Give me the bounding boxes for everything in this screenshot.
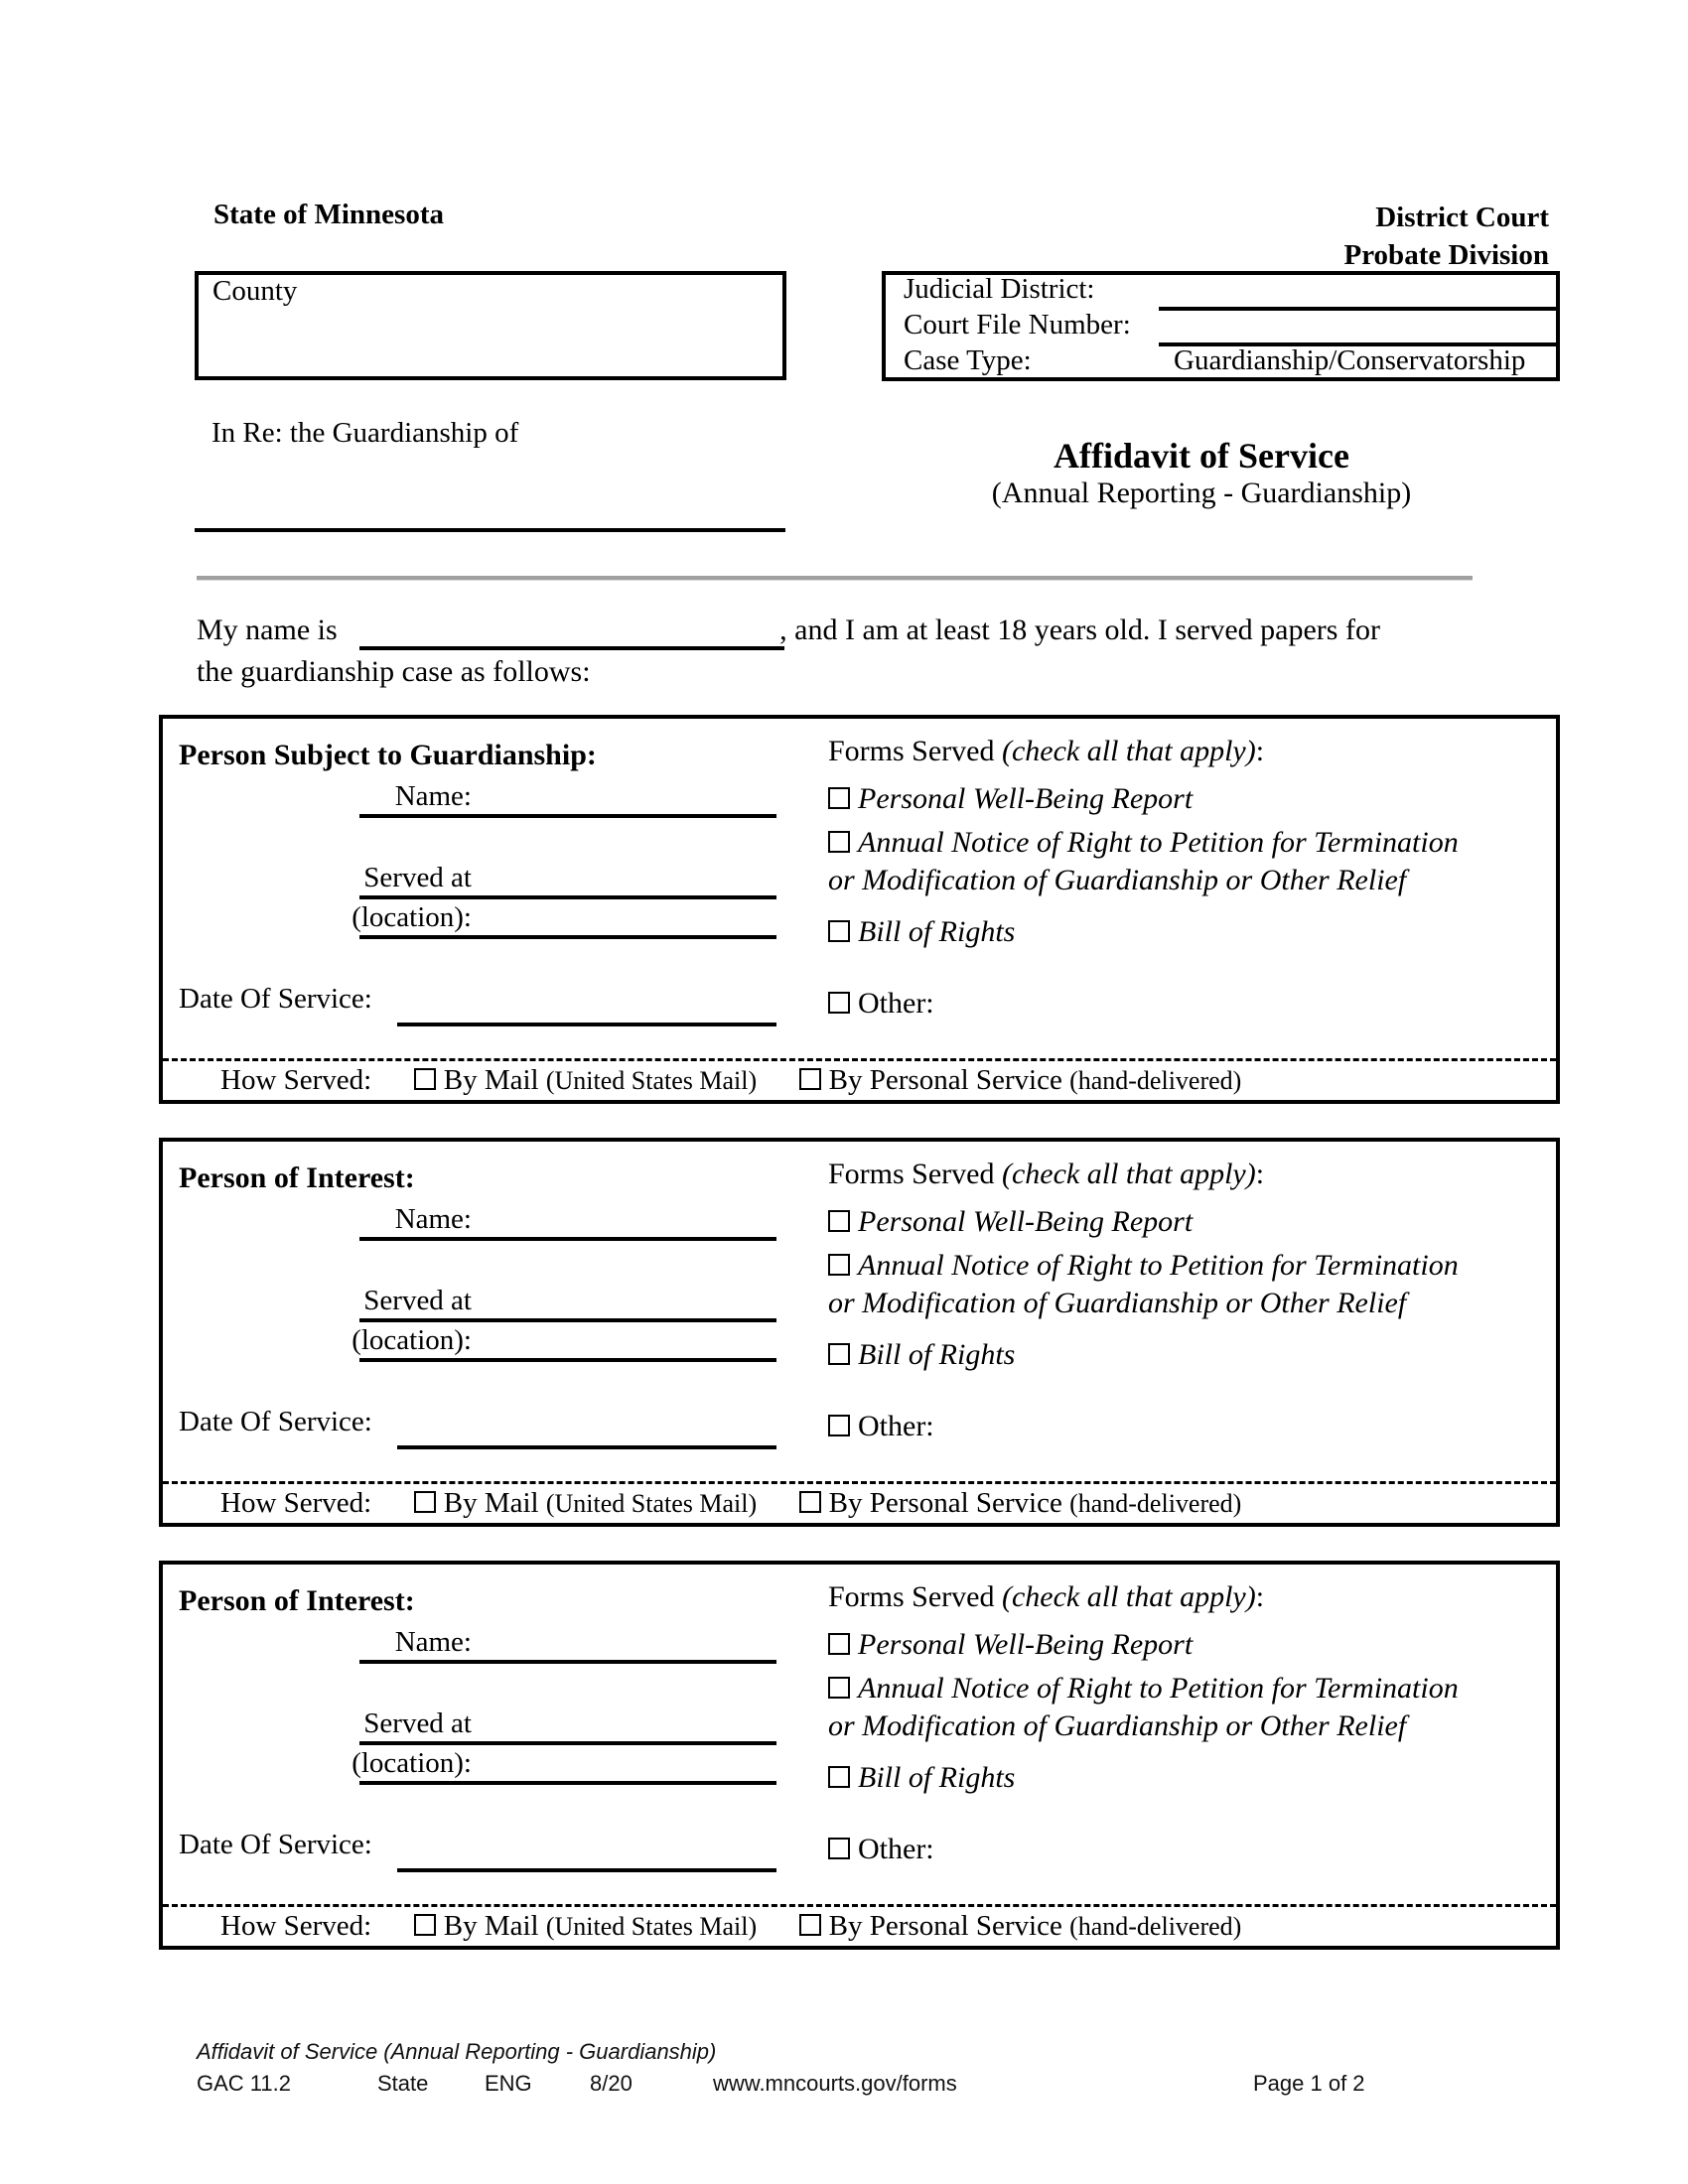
form-option-well-being-report[interactable]: [828, 1626, 1193, 1664]
by-personal-service-label: By Personal Service: [828, 1910, 1062, 1942]
form-option-label: Bill of Rights: [858, 915, 1016, 948]
court-heading: [1344, 199, 1550, 274]
by-mail-option[interactable]: [414, 1487, 757, 1519]
name-input[interactable]: [359, 1237, 776, 1241]
by-mail-label: By Mail: [443, 1064, 539, 1096]
name-label: Name:: [394, 1626, 472, 1658]
section-person-subject: [159, 715, 1560, 1104]
forms-served-heading: [828, 1580, 1264, 1614]
section-title: Person Subject to Guardianship:: [179, 739, 597, 771]
form-option-annual-notice[interactable]: [828, 1247, 1459, 1322]
county-field[interactable]: [195, 271, 786, 380]
checkbox-icon[interactable]: [828, 1415, 850, 1436]
location-label: (location):: [352, 1324, 472, 1356]
by-personal-service-note: (hand-delivered): [1069, 1489, 1242, 1518]
forms-served-heading: [828, 735, 1264, 768]
by-mail-label: By Mail: [443, 1910, 539, 1942]
forms-served-colon: :: [1255, 1580, 1265, 1613]
checkbox-icon[interactable]: [828, 1766, 850, 1788]
by-personal-service-note: (hand-delivered): [1069, 1066, 1242, 1095]
form-option-label: Other:: [858, 987, 934, 1020]
checkbox-icon[interactable]: [828, 1633, 850, 1655]
form-option-label-cont: or Modification of Guardianship or Other Relief: [828, 1287, 1407, 1319]
form-option-label: Personal Well-Being Report: [858, 1205, 1194, 1238]
checkbox-icon[interactable]: [828, 992, 850, 1014]
checkbox-icon[interactable]: [828, 1343, 850, 1365]
form-option-bill-of-rights[interactable]: [828, 913, 1015, 951]
by-mail-label: By Mail: [443, 1487, 539, 1519]
date-of-service-label: Date Of Service:: [179, 983, 372, 1015]
forms-served-label: Forms Served: [828, 735, 995, 767]
name-input[interactable]: [359, 1660, 776, 1664]
judicial-district-label: Judicial District:: [904, 273, 1095, 305]
by-mail-note: (United States Mail): [545, 1912, 758, 1941]
by-personal-service-option[interactable]: [799, 1064, 1242, 1096]
form-option-label: Personal Well-Being Report: [858, 1628, 1194, 1661]
how-served-label: How Served:: [220, 1910, 372, 1942]
section-person-of-interest-1: [159, 1138, 1560, 1527]
form-option-well-being-report[interactable]: [828, 780, 1193, 818]
divider: [197, 576, 1473, 581]
document-subtitle: (Annual Reporting - Guardianship): [991, 477, 1412, 509]
name-label: Name:: [394, 1203, 472, 1235]
checkbox-icon[interactable]: [828, 787, 850, 809]
court-name: District Court: [1375, 202, 1549, 233]
dashed-divider: [163, 1058, 1556, 1061]
form-option-bill-of-rights[interactable]: [828, 1336, 1015, 1374]
date-of-service-input[interactable]: [397, 1868, 776, 1872]
forms-served-label: Forms Served: [828, 1580, 995, 1613]
served-at-input[interactable]: [359, 895, 776, 899]
page-number: Page 1 of 2: [1253, 2071, 1365, 2096]
checkbox-icon[interactable]: [828, 831, 850, 853]
forms-served-label: Forms Served: [828, 1158, 995, 1190]
form-option-label: Annual Notice of Right to Petition for Termination: [858, 826, 1459, 859]
revision: 8/20: [590, 2071, 633, 2096]
forms-served-note: (check all that apply): [1002, 735, 1256, 767]
judicial-district-input[interactable]: [1159, 307, 1556, 311]
how-served-label: How Served:: [220, 1487, 372, 1519]
case-type-label: Case Type:: [904, 344, 1032, 376]
by-personal-service-note: (hand-delivered): [1069, 1912, 1242, 1941]
forms-served-colon: :: [1255, 1158, 1265, 1190]
form-option-label: Other:: [858, 1410, 934, 1442]
date-of-service-label: Date Of Service:: [179, 1406, 372, 1437]
court-division: Probate Division: [1343, 239, 1549, 271]
section-title: Person of Interest:: [179, 1161, 415, 1194]
county-label: County: [212, 275, 298, 307]
checkbox-icon[interactable]: [414, 1914, 436, 1936]
form-option-label: Other:: [858, 1833, 934, 1865]
section-person-of-interest-2: [159, 1561, 1560, 1950]
state-heading: State of Minnesota: [213, 199, 444, 230]
date-of-service-input[interactable]: [397, 1023, 776, 1026]
form-option-other[interactable]: [828, 1408, 934, 1445]
how-served-label: How Served:: [220, 1064, 372, 1096]
checkbox-icon[interactable]: [828, 920, 850, 942]
by-personal-service-label: By Personal Service: [828, 1064, 1062, 1096]
form-option-annual-notice[interactable]: [828, 1670, 1459, 1745]
case-info-box: [882, 271, 1560, 381]
form-option-label: Bill of Rights: [858, 1761, 1016, 1794]
date-of-service-label: Date Of Service:: [179, 1829, 372, 1860]
form-code: GAC 11.2: [197, 2071, 291, 2096]
intro-line-1: [197, 614, 1380, 647]
form-option-annual-notice[interactable]: [828, 824, 1459, 899]
form-option-other[interactable]: [828, 985, 934, 1023]
footer-meta: [197, 2071, 1487, 2101]
how-served-row: [220, 1910, 1241, 1943]
case-type-value: Guardianship/Conservatorship: [1174, 344, 1526, 376]
by-personal-service-option[interactable]: [799, 1487, 1242, 1519]
checkbox-icon[interactable]: [799, 1491, 821, 1513]
section-title: Person of Interest:: [179, 1584, 415, 1617]
checkbox-icon[interactable]: [828, 1254, 850, 1276]
by-mail-option[interactable]: [414, 1064, 757, 1096]
how-served-row: [220, 1064, 1241, 1097]
forms-url-link[interactable]: www.mncourts.gov/forms: [713, 2071, 957, 2096]
how-served-row: [220, 1487, 1241, 1520]
served-at-label: Served at: [363, 1707, 472, 1739]
forms-served-heading: [828, 1158, 1264, 1191]
intro-prefix: My name is: [197, 614, 338, 646]
checkbox-icon[interactable]: [414, 1491, 436, 1513]
location-input[interactable]: [359, 1781, 776, 1785]
checkbox-icon[interactable]: [828, 1677, 850, 1699]
dashed-divider: [163, 1904, 1556, 1907]
ward-name-input[interactable]: [195, 528, 785, 532]
checkbox-icon[interactable]: [414, 1068, 436, 1090]
language: ENG: [485, 2071, 532, 2096]
form-option-label-cont: or Modification of Guardianship or Other Relief: [828, 864, 1407, 896]
served-at-label: Served at: [363, 1285, 472, 1316]
by-mail-option[interactable]: [414, 1910, 757, 1942]
form-option-bill-of-rights[interactable]: [828, 1759, 1015, 1797]
served-at-input[interactable]: [359, 1318, 776, 1322]
served-at-label: Served at: [363, 862, 472, 893]
name-label: Name:: [394, 780, 472, 812]
checkbox-icon[interactable]: [799, 1068, 821, 1090]
dashed-divider: [163, 1481, 1556, 1484]
footer-title: Affidavit of Service (Annual Reporting - Guardianship): [197, 2039, 717, 2064]
location-label: (location):: [352, 1747, 472, 1779]
location-input[interactable]: [359, 935, 776, 939]
name-input[interactable]: [359, 814, 776, 818]
location-label: (location):: [352, 901, 472, 933]
document-title: Affidavit of Service: [1054, 436, 1349, 476]
by-mail-note: (United States Mail): [545, 1066, 758, 1095]
by-personal-service-option[interactable]: [799, 1910, 1242, 1942]
by-personal-service-label: By Personal Service: [828, 1487, 1062, 1519]
by-mail-note: (United States Mail): [545, 1489, 758, 1518]
forms-served-colon: :: [1255, 735, 1265, 767]
intro-suffix: , and I am at least 18 years old. I served papers for: [779, 614, 1380, 646]
form-option-label: Annual Notice of Right to Petition for Termination: [858, 1672, 1459, 1705]
forms-served-note: (check all that apply): [1002, 1580, 1256, 1613]
date-of-service-input[interactable]: [397, 1445, 776, 1449]
form-option-label: Personal Well-Being Report: [858, 782, 1194, 815]
form-option-well-being-report[interactable]: [828, 1203, 1193, 1241]
form-option-label-cont: or Modification of Guardianship or Other Relief: [828, 1709, 1407, 1742]
location-input[interactable]: [359, 1358, 776, 1362]
served-at-input[interactable]: [359, 1741, 776, 1745]
court-file-number-label: Court File Number:: [904, 309, 1131, 341]
in-re-label: In Re: the Guardianship of: [211, 417, 519, 449]
server-name-input[interactable]: [359, 646, 784, 650]
intro-line-2: the guardianship case as follows:: [197, 655, 591, 688]
checkbox-icon[interactable]: [828, 1838, 850, 1859]
forms-served-note: (check all that apply): [1002, 1158, 1256, 1190]
form-option-label: Annual Notice of Right to Petition for Termination: [858, 1249, 1459, 1282]
jurisdiction: State: [377, 2071, 429, 2096]
form-option-label: Bill of Rights: [858, 1338, 1016, 1371]
checkbox-icon[interactable]: [828, 1210, 850, 1232]
form-option-other[interactable]: [828, 1831, 934, 1868]
checkbox-icon[interactable]: [799, 1914, 821, 1936]
